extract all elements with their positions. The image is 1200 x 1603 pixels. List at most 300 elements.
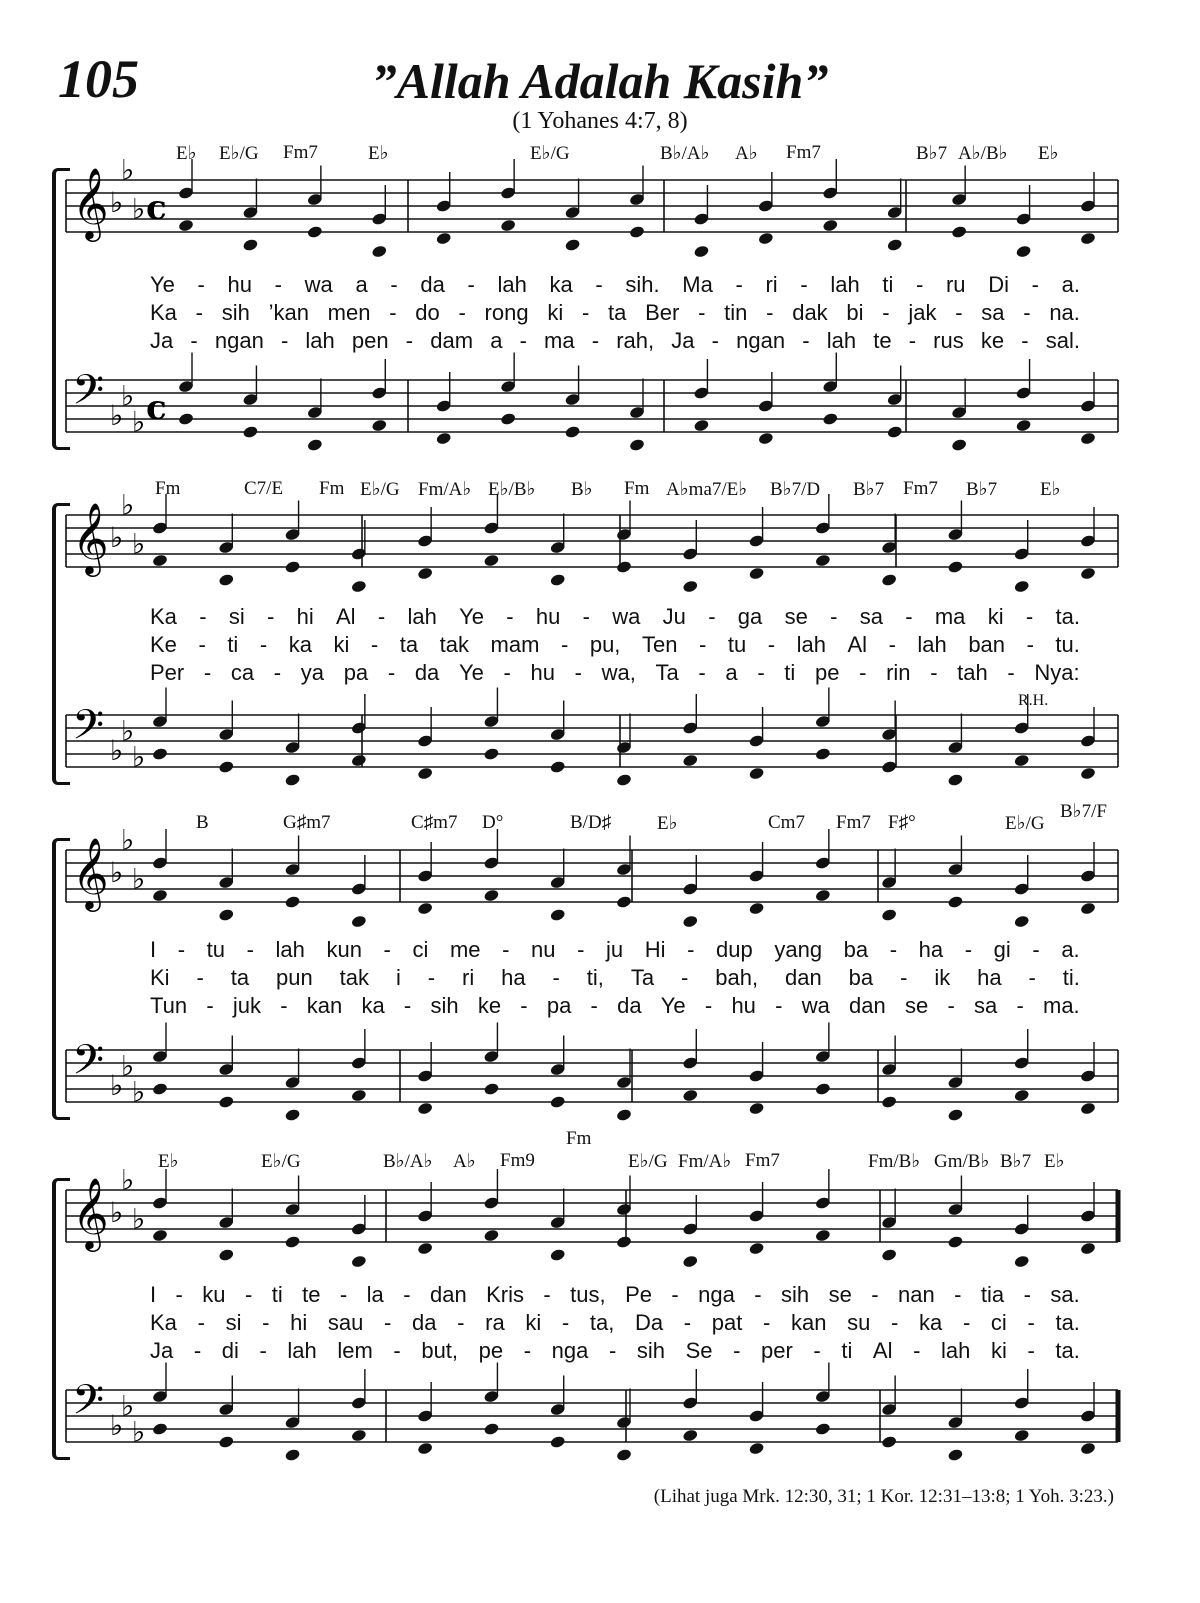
lyric-syllable: ga — [737, 604, 763, 629]
syllable-hyphen: - — [259, 632, 268, 657]
lyric-syllable: Ki — [150, 965, 170, 990]
syllable-hyphen: - — [190, 328, 198, 353]
lyric-syllable: lah — [497, 272, 527, 297]
chord-symbol: Fm — [566, 1128, 592, 1149]
lyric-syllable: sa — [973, 993, 998, 1018]
notehead — [218, 1248, 235, 1262]
notehead — [682, 1428, 699, 1442]
lyric-syllable: wa — [801, 993, 830, 1018]
syllable-hyphen: - — [259, 1338, 267, 1363]
lyric-syllable: Kris — [486, 1282, 524, 1307]
flat-sign: ♭ — [110, 186, 124, 219]
lyric-syllable: ba — [848, 965, 874, 990]
lyric-syllable: lem — [337, 1338, 373, 1363]
lyric-syllable: ba — [843, 937, 869, 962]
lyric-syllable: Ye — [660, 993, 686, 1018]
lyric-syllable: tus, — [570, 1282, 606, 1307]
lyric-syllable: but, — [421, 1338, 459, 1363]
lyric-syllable: ma. — [1043, 993, 1080, 1018]
lyric-syllable: su — [847, 1310, 871, 1335]
syllable-hyphen: - — [800, 272, 808, 297]
lyric-syllable: ke — [980, 328, 1005, 353]
lyric-syllable: a — [490, 328, 503, 353]
syllable-hyphen: - — [830, 604, 838, 629]
syllable-hyphen: - — [197, 272, 205, 297]
notehead — [947, 1235, 964, 1249]
flat-sign: ♭ — [110, 1196, 124, 1229]
lyric-syllable: sih — [221, 300, 250, 325]
flat-sign: ♭ — [121, 823, 135, 857]
lyric-syllable: ti — [227, 632, 239, 657]
syllable-hyphen: - — [708, 604, 716, 629]
syllable-hyphen: - — [757, 660, 765, 685]
chord-symbol: B♭/A♭ — [660, 143, 710, 164]
chord-symbol: B♭7 — [1000, 1151, 1032, 1172]
lyric-syllable: kun — [326, 937, 362, 962]
lyric-syllable: Ma — [682, 272, 713, 297]
lyric-syllable: sau — [327, 1310, 364, 1335]
syllable-hyphen: - — [900, 965, 908, 990]
notehead — [616, 1448, 633, 1462]
syllable-hyphen: - — [206, 993, 214, 1018]
notehead — [815, 1228, 832, 1242]
lyric-syllable: Al — [872, 1338, 893, 1363]
syllable-hyphen: - — [763, 1310, 771, 1335]
chord-symbol: Fm7 — [745, 1150, 780, 1171]
chord-symbol: B — [196, 812, 209, 833]
notehead — [284, 1235, 301, 1249]
syllable-hyphen: - — [767, 632, 776, 657]
flat-sign: ♭ — [121, 153, 135, 187]
flat-sign: ♭ — [121, 714, 135, 748]
lyric-syllable: nan — [898, 1282, 935, 1307]
lyric-syllable: ta — [608, 300, 627, 325]
chord-symbol: E♭/G — [1005, 813, 1045, 834]
lyric-syllable: se — [904, 993, 929, 1018]
syllable-hyphen: - — [711, 328, 719, 353]
lyric-syllable: pa — [546, 993, 572, 1018]
lyric-syllable: gi — [993, 937, 1011, 962]
syllable-hyphen: - — [280, 993, 288, 1018]
syllable-hyphen: - — [681, 965, 689, 990]
syllable-hyphen: - — [766, 300, 774, 325]
lyric-syllable: hu — [535, 604, 561, 629]
chord-symbol: Fm7 — [836, 812, 871, 833]
syllable-hyphen: - — [775, 993, 783, 1018]
syllable-hyphen: - — [891, 1310, 899, 1335]
chord-symbol: F♯° — [888, 812, 916, 833]
syllable-hyphen: - — [196, 965, 204, 990]
chord-symbol: Fm — [155, 478, 181, 499]
flat-sign: ♭ — [110, 734, 124, 767]
lyric-syllable: lah — [830, 272, 860, 297]
flat-sign: ♭ — [132, 527, 146, 561]
lyric-syllable: do — [415, 300, 440, 325]
syllable-hyphen: - — [595, 272, 603, 297]
lyric-syllable: a — [355, 272, 368, 297]
syllable-hyphen: - — [1027, 1310, 1035, 1335]
lyric-syllable: ki — [987, 604, 1004, 629]
lyric-line-verse-2 — [150, 1310, 1080, 1336]
syllable-hyphen: - — [1026, 632, 1034, 657]
notehead — [351, 1254, 368, 1268]
notehead — [417, 1441, 434, 1455]
syllable-hyphen: - — [735, 272, 743, 297]
lyric-syllable: ti. — [1062, 965, 1080, 990]
lyric-syllable: lah — [796, 632, 826, 657]
lyric-syllable: si — [225, 1310, 242, 1335]
lyric-syllable: ha — [501, 965, 526, 990]
lyric-syllable: Ju — [662, 604, 686, 629]
syllable-hyphen: - — [393, 1338, 401, 1363]
lyric-syllable: se — [828, 1282, 852, 1307]
lyric-syllable: rong — [484, 300, 529, 325]
notehead — [351, 1428, 368, 1442]
syllable-hyphen: - — [1023, 1282, 1031, 1307]
syllable-hyphen: - — [577, 937, 585, 962]
chord-symbol: A♭ma7/E♭ — [666, 479, 748, 500]
syllable-hyphen: - — [582, 604, 590, 629]
syllable-hyphen: - — [273, 660, 282, 685]
lyric-syllable: ci — [990, 1310, 1007, 1335]
syllable-hyphen: - — [175, 1282, 183, 1307]
bass-clef: 𝄢 — [72, 1376, 105, 1434]
lyric-syllable: pu, — [589, 632, 621, 657]
lyric-syllable: ju — [606, 937, 624, 962]
lyric-syllable: Ta — [630, 965, 655, 990]
lyric-syllable: wa — [612, 604, 641, 629]
syllable-hyphen: - — [574, 660, 582, 685]
lyric-syllable: ’kan — [268, 300, 309, 325]
lyric-syllable: ha — [977, 965, 1002, 990]
lyric-syllable: sal. — [1045, 328, 1080, 353]
syllable-hyphen: - — [698, 300, 706, 325]
chord-symbol: B♭7 — [916, 143, 948, 164]
lyric-syllable: Ka — [150, 300, 177, 325]
syllable-hyphen: - — [405, 328, 414, 353]
notehead — [815, 1422, 832, 1436]
syllable-hyphen: - — [962, 1310, 971, 1335]
lyric-syllable: ta. — [1055, 1310, 1080, 1335]
lyric-syllable: ca — [230, 660, 255, 685]
notehead — [549, 1435, 566, 1449]
hymn-title: ”Allah Adalah Kasih” — [371, 53, 829, 109]
flat-sign: ♭ — [110, 1069, 124, 1102]
chord-symbol: B♭/A♭ — [383, 1151, 433, 1172]
syllable-hyphen: - — [506, 604, 514, 629]
flat-sign: ♭ — [121, 488, 135, 522]
bass-clef: 𝄢 — [72, 701, 105, 759]
chord-symbol: E♭/G — [360, 479, 400, 500]
syllable-hyphen: - — [905, 604, 913, 629]
chord-symbol: E♭ — [1044, 1151, 1065, 1172]
syllable-hyphen: - — [203, 660, 212, 685]
syllable-hyphen: - — [503, 660, 511, 685]
lyric-syllable: ka — [919, 1310, 943, 1335]
notehead — [616, 1235, 633, 1249]
syllable-hyphen: - — [1007, 660, 1015, 685]
lyric-syllable: rah, — [616, 328, 655, 353]
chord-symbol: E♭/G — [530, 143, 570, 164]
lyric-syllable: dan — [785, 965, 822, 990]
syllable-hyphen: - — [704, 993, 713, 1018]
syllable-hyphen: - — [467, 272, 475, 297]
syllable-hyphen: - — [947, 993, 955, 1018]
lyric-syllable: ki — [547, 300, 564, 325]
lyric-syllable: ri — [765, 272, 778, 297]
lyric-syllable: Ye — [459, 604, 484, 629]
flat-sign: ♭ — [132, 740, 146, 774]
lyric-syllable: lah — [826, 328, 857, 353]
syllable-hyphen: - — [698, 632, 707, 657]
lyric-syllable: I — [150, 937, 157, 962]
syllable-hyphen: - — [913, 1338, 921, 1363]
syllable-hyphen: - — [387, 660, 396, 685]
syllable-hyphen: - — [370, 632, 379, 657]
flat-sign: ♭ — [110, 856, 124, 889]
lyric-syllable: sa — [859, 604, 883, 629]
flat-sign: ♭ — [110, 399, 124, 432]
lyric-syllable: dan — [849, 993, 886, 1018]
hymn-number: 105 — [58, 49, 139, 109]
lyric-syllable: dam — [430, 328, 474, 353]
syllable-hyphen: - — [916, 272, 924, 297]
lyric-syllable: bah, — [715, 965, 759, 990]
lyric-syllable: ya — [300, 660, 325, 685]
chord-symbol: B♭7/D — [770, 479, 821, 500]
syllable-hyphen: - — [1023, 300, 1031, 325]
chord-symbol: Fm — [319, 478, 345, 499]
lyric-syllable: wa — [304, 272, 333, 297]
lyric-syllable: lah — [275, 937, 305, 962]
scripture-reference: (1 Yohanes 4:7, 8) — [512, 108, 688, 134]
syllable-hyphen: - — [954, 1282, 962, 1307]
common-time: c — [146, 188, 167, 228]
chord-symbol: B♭ — [571, 479, 593, 500]
syllable-hyphen: - — [964, 937, 973, 962]
lyric-syllable: pe — [814, 660, 840, 685]
lyric-syllable: Ja — [150, 1338, 174, 1363]
lyric-syllable: pe — [478, 1338, 504, 1363]
lyric-syllable: da — [617, 993, 642, 1018]
lyric-syllable: hu — [530, 660, 555, 685]
lyric-syllable: ti — [841, 1338, 853, 1363]
lyric-syllable: se — [784, 604, 808, 629]
notehead — [881, 1248, 898, 1262]
lyric-syllable: tak — [339, 965, 370, 990]
notehead — [881, 1435, 898, 1449]
common-time: c — [146, 388, 167, 428]
flat-sign: ♭ — [132, 1075, 146, 1109]
lyric-syllable: Nya: — [1034, 660, 1080, 685]
lyric-syllable: Pe — [625, 1282, 652, 1307]
lyric-syllable: rin — [886, 660, 911, 685]
lyric-syllable: nu — [531, 937, 556, 962]
syllable-hyphen: - — [1025, 604, 1034, 629]
flat-sign: ♭ — [121, 1389, 135, 1423]
syllable-hyphen: - — [383, 937, 391, 962]
chord-symbol: Fm9 — [500, 1150, 535, 1171]
lyric-syllable: ban — [968, 632, 1006, 657]
syllable-hyphen: - — [889, 937, 898, 962]
lyric-syllable: Ye — [150, 272, 175, 297]
lyric-syllable: Ber — [645, 300, 680, 325]
syllable-hyphen: - — [389, 300, 397, 325]
lyric-syllable: pat — [711, 1310, 743, 1335]
chord-symbol: C7/E — [244, 478, 284, 499]
lyric-syllable: ci — [412, 937, 429, 962]
notehead — [947, 1448, 964, 1462]
syllable-hyphen: - — [888, 632, 896, 657]
notehead — [152, 1422, 169, 1436]
syllable-hyphen: - — [377, 604, 386, 629]
chord-symbol: Fm7 — [283, 142, 318, 163]
lyric-syllable: I — [150, 1282, 157, 1307]
lyric-syllable: Ta — [655, 660, 679, 685]
lyric-syllable: ka — [549, 272, 573, 297]
chord-symbol: Fm/B♭ — [868, 1151, 921, 1172]
lyric-syllable: ti — [882, 272, 894, 297]
syllable-hyphen: - — [813, 1338, 821, 1363]
lyric-syllable: Se — [685, 1338, 713, 1363]
lyric-syllable: ki — [525, 1310, 542, 1335]
syllable-hyphen: - — [262, 1310, 270, 1335]
notehead — [483, 1422, 500, 1436]
chord-symbol: A♭ — [735, 143, 758, 164]
lyric-syllable: ta — [230, 965, 250, 990]
lyric-syllable: Per — [150, 660, 185, 685]
lyric-syllable: mam — [490, 632, 540, 657]
lyric-syllable: te — [302, 1282, 321, 1307]
syllable-hyphen: - — [543, 1282, 551, 1307]
syllable-hyphen: - — [427, 965, 436, 990]
syllable-hyphen: - — [198, 632, 206, 657]
syllable-hyphen: - — [403, 1282, 411, 1307]
lyric-syllable: tia — [980, 1282, 1005, 1307]
syllable-hyphen: - — [520, 993, 528, 1018]
lyric-syllable: a. — [1061, 937, 1080, 962]
lyric-syllable: nga — [698, 1282, 735, 1307]
lyric-syllable: sih — [430, 993, 459, 1018]
syllable-hyphen: - — [1016, 993, 1024, 1018]
notehead — [284, 1448, 301, 1462]
chord-symbol: E♭ — [176, 143, 197, 164]
syllable-hyphen: - — [591, 328, 600, 353]
notehead — [748, 1441, 765, 1455]
syllable-hyphen: - — [519, 328, 527, 353]
chord-symbol: B♭7/F — [1060, 801, 1107, 822]
syllable-hyphen: - — [908, 328, 917, 353]
lyric-syllable: Ka — [150, 604, 177, 629]
flat-sign: ♭ — [132, 1415, 146, 1449]
syllable-hyphen: - — [193, 1338, 202, 1363]
lyric-syllable: men — [327, 300, 371, 325]
lyric-syllable: hu — [731, 993, 756, 1018]
notehead — [682, 1254, 699, 1268]
syllable-hyphen: - — [930, 660, 938, 685]
syllable-hyphen: - — [882, 300, 890, 325]
syllable-hyphen: - — [802, 328, 810, 353]
syllable-hyphen: - — [266, 604, 275, 629]
lyric-syllable: Ye — [458, 660, 484, 685]
syllable-hyphen: - — [1028, 965, 1036, 990]
lyric-syllable: ngan — [214, 328, 264, 353]
lyric-syllable: Ja — [150, 328, 174, 353]
lyric-syllable: Tun — [150, 993, 188, 1018]
chord-symbol: Fm — [624, 478, 650, 499]
lyric-syllable: wa, — [601, 660, 636, 685]
chord-symbol: C♯m7 — [411, 812, 458, 833]
lyric-syllable: ngan — [736, 328, 786, 353]
lyric-syllable: rus — [933, 328, 964, 353]
chord-symbol: E♭/B♭ — [488, 479, 536, 500]
notehead — [748, 1241, 765, 1255]
chord-symbol: Fm7 — [903, 478, 938, 499]
chord-symbol: B♭7 — [853, 479, 885, 500]
lyric-syllable: Ten — [641, 632, 678, 657]
syllable-hyphen: - — [403, 993, 412, 1018]
chord-symbol: B♭7 — [966, 479, 998, 500]
lyric-line-verse-3 — [150, 1338, 1080, 1364]
lyric-syllable: pa — [343, 660, 369, 685]
lyric-syllable: kan — [791, 1310, 827, 1335]
lyric-syllable: i — [395, 965, 401, 990]
syllable-hyphen: - — [560, 632, 569, 657]
lyric-syllable: ta — [399, 632, 419, 657]
lyric-syllable: tah — [957, 660, 988, 685]
lyric-syllable: ki — [333, 632, 350, 657]
lyric-syllable: Da — [635, 1310, 664, 1335]
lyric-syllable: na. — [1049, 300, 1080, 325]
syllable-hyphen: - — [608, 1338, 617, 1363]
lyric-syllable: tak — [439, 632, 470, 657]
flat-sign: ♭ — [132, 862, 146, 896]
lyric-syllable: lah — [917, 632, 947, 657]
notehead — [1080, 1441, 1097, 1455]
syllable-hyphen: - — [458, 300, 466, 325]
chord-symbol: B/D♯ — [570, 812, 612, 833]
lyric-syllable: Ja — [671, 328, 695, 353]
lyric-syllable: a. — [1061, 272, 1080, 297]
notehead — [218, 1435, 235, 1449]
lyric-syllable: nga — [551, 1338, 589, 1363]
chord-symbol: G♯m7 — [283, 812, 331, 833]
syllable-hyphen: - — [339, 1282, 348, 1307]
lyric-syllable: te — [873, 328, 892, 353]
chord-symbol: Cm7 — [768, 812, 805, 833]
notehead — [1080, 1241, 1097, 1255]
lyric-syllable: lah — [287, 1338, 317, 1363]
syllable-hyphen: - — [390, 272, 398, 297]
lyric-syllable: Ke — [150, 632, 177, 657]
lyric-syllable: Al — [847, 632, 868, 657]
notehead — [152, 1228, 169, 1242]
chord-symbol: E♭/G — [219, 143, 259, 164]
syllable-hyphen: - — [195, 300, 203, 325]
lyric-syllable: Ka — [150, 1310, 177, 1335]
lyric-syllable: di — [221, 1338, 239, 1363]
lyric-syllable: dup — [716, 937, 753, 962]
chord-symbol: E♭ — [1038, 143, 1059, 164]
lyric-syllable: tu — [727, 632, 747, 657]
lyric-syllable: yang — [774, 937, 823, 962]
lyric-syllable: sih — [636, 1338, 665, 1363]
notehead — [1013, 1428, 1030, 1442]
syllable-hyphen: - — [552, 965, 560, 990]
syllable-hyphen: - — [754, 1282, 762, 1307]
syllable-hyphen: - — [1031, 272, 1039, 297]
lyric-syllable: lah — [407, 604, 437, 629]
